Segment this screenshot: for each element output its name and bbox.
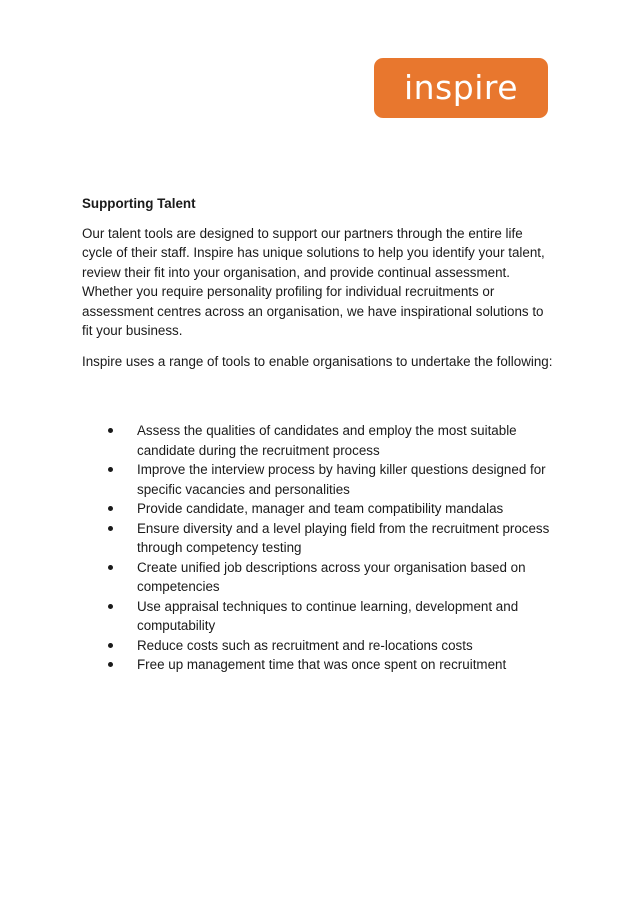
bullet-icon: [108, 526, 113, 531]
list-item-text: Provide candidate, manager and team compatibility mandalas: [137, 501, 504, 516]
list-item: [82, 499, 554, 519]
list-item: [82, 460, 554, 499]
inspire-logo: inspire: [374, 58, 548, 118]
intro-paragraph: Our talent tools are designed to support our partners through the entire life cycle of their staff. Inspire has unique solutions to help you identify your talent, review their fit into your organisation, and provide continual assessment. Whether you require personality profiling for individual recruitments or assessment centres across an organisation, we have inspirational solutions to fit your business.: [82, 225, 545, 338]
list-item: [82, 597, 554, 636]
list-item: [82, 636, 554, 656]
bullet-icon: [108, 506, 113, 511]
list-item: [82, 421, 554, 460]
bullet-icon: [108, 565, 113, 570]
list-item-text: Reduce costs such as recruitment and re-locations costs: [137, 637, 473, 653]
list-item-text: Assess the qualities of candidates and employ the most suitable candidate during the recruitment process: [137, 423, 517, 458]
tools-intro-paragraph: Inspire uses a range of tools to enable organisations to undertake the following:: [82, 353, 553, 369]
bullet-icon: [108, 643, 113, 648]
list-item-text: Ensure diversity and a level playing field from the recruitment process through competency testing: [137, 520, 550, 555]
document-body: [82, 194, 554, 675]
bullet-icon: [108, 428, 113, 433]
list-item: [82, 558, 554, 597]
list-item-text: Create unified job descriptions across your organisation based on competencies: [137, 559, 526, 594]
benefits-list: [82, 421, 554, 675]
list-item-text: Use appraisal techniques to continue learning, development and computability: [137, 598, 519, 633]
list-item-text: Improve the interview process by having killer questions designed for specific vacancies and personalities: [137, 462, 546, 497]
bullet-icon: [108, 662, 113, 667]
list-item: [82, 519, 554, 558]
list-item-text: Free up management time that was once spent on recruitment: [137, 657, 507, 672]
section-heading: Supporting Talent: [82, 196, 196, 211]
bullet-icon: [108, 604, 113, 609]
bullet-icon: [108, 467, 113, 472]
list-item: [82, 655, 554, 675]
